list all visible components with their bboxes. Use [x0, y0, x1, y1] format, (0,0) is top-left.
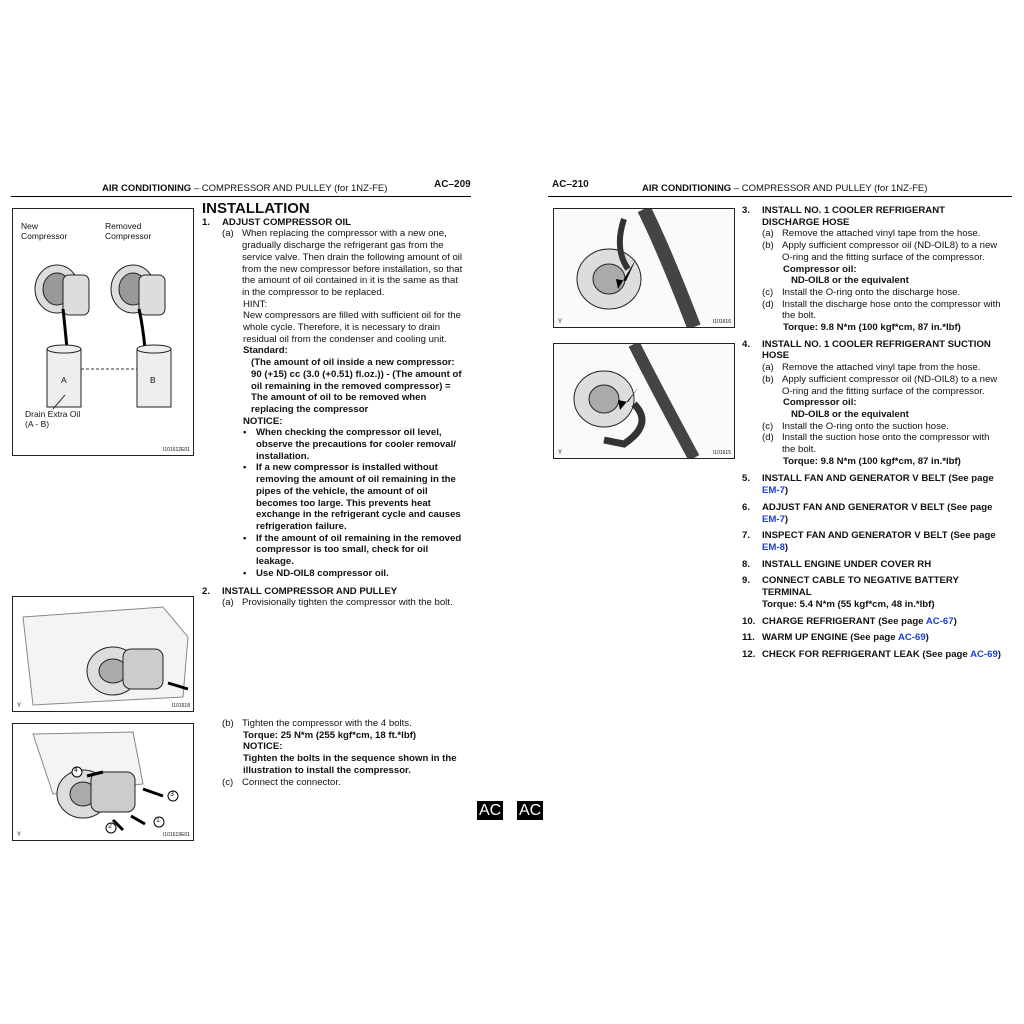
right-steps	[742, 205, 1018, 661]
left-header-rest: COMPRESSOR AND PULLEY (for 1NZ-FE)	[201, 183, 388, 194]
link-em-7[interactable]: EM-7	[762, 485, 785, 497]
step-4b: (b) Apply sufficient compressor oil (ND-OIL8) to a new O-ring and the fitting surface of the compressor.	[762, 373, 998, 397]
step-4d: (d) Install the suction hose onto the compressor with the bolt.	[762, 432, 990, 456]
step-2c: (c) Connect the connector.	[222, 776, 341, 788]
figure-provisional-bolt	[12, 596, 194, 712]
step-3c: (c) Install the O-ring onto the discharge hose.	[762, 286, 961, 298]
label-new-compressor: New Compressor	[21, 221, 68, 241]
figure-code: I101615	[712, 450, 731, 456]
compressor-drawing	[13, 597, 193, 711]
figure-bolt-sequence	[12, 723, 194, 841]
hint-block: HINT: New compressors are filled with sufficient oil for the whole cycle. Therefore, it is necessary to drain residual oil from the condenser and cooling unit. Standard:	[243, 298, 461, 357]
left-page-number: AC–209	[434, 179, 471, 190]
step-3a: (a) Remove the attached vinyl tape from the hose.	[762, 228, 981, 240]
bolt-order-1: 1	[156, 817, 160, 824]
figure-code: I101612E01	[163, 447, 190, 453]
step-11: 11. WARM UP ENGINE (See page AC-69)	[742, 632, 929, 644]
step-2-continued	[202, 718, 474, 788]
label-a: A	[61, 375, 67, 385]
compressor-oil-value: ND-OIL8 or the equivalent	[791, 408, 909, 420]
discharge-hose-drawing	[554, 209, 734, 327]
right-header-sep: –	[733, 183, 740, 194]
figure-discharge-hose	[553, 208, 735, 328]
step-1-heading: 1. ADJUST COMPRESSOR OIL	[202, 216, 351, 228]
right-page-number: AC–210	[552, 179, 589, 190]
step-3d: (d) Install the discharge hose onto the compressor with the bolt.	[762, 298, 1001, 322]
right-header-rest: COMPRESSOR AND PULLEY (for 1NZ-FE)	[741, 183, 928, 194]
torque-spec: Torque: 9.8 N*m (100 kgf*cm, 87 in.*lbf)	[783, 455, 961, 467]
step-4a: (a) Remove the attached vinyl tape from the hose.	[762, 362, 981, 374]
link-ac-67[interactable]: AC-67	[925, 615, 954, 627]
bolt-order-2: 2	[108, 823, 112, 830]
figure-code: I101619E01	[163, 832, 190, 838]
figure-code: I101618	[171, 703, 190, 709]
notice-bullet: • When checking the compressor oil level, observe the precautions for cooler removal/ installation.	[243, 427, 456, 462]
notice-bullet: • If the amount of oil remaining in the removed compressor is too small, check for oil leakage.	[243, 532, 462, 568]
step-6: 6. ADJUST FAN AND GENERATOR V BELT (See page EM-7)	[742, 501, 993, 525]
right-header-rule	[548, 196, 1012, 197]
link-ac-69[interactable]: AC-69	[897, 632, 926, 644]
torque-spec: Torque: 9.8 N*m (100 kgf*cm, 87 in.*lbf)	[783, 322, 961, 334]
right-header	[642, 183, 927, 194]
compressor-oil-label: Compressor oil:	[783, 263, 857, 275]
step-4c: (c) Install the O-ring onto the suction hose.	[762, 420, 949, 432]
notice-bullet: • Use ND-OIL8 compressor oil.	[243, 567, 389, 579]
figure-orientation: Y	[17, 832, 22, 838]
right-header-section: AIR CONDITIONING	[642, 183, 732, 194]
figure-code: I101616	[712, 319, 731, 325]
link-em-7[interactable]: EM-7	[762, 513, 785, 525]
notice-label: NOTICE:	[243, 415, 283, 427]
standard-block: (The amount of oil inside a new compressor: 90 (+15) cc (3.0 (+0.51) fl.oz.)) - (The amount of oil remaining in the removed compressor) = The amount of oil to be removed when replacing the compressor	[251, 357, 462, 415]
left-header-section: AIR CONDITIONING	[102, 183, 192, 194]
section-tag-right: AC	[519, 802, 542, 819]
figure-suction-hose	[553, 343, 735, 459]
step-7: 7. INSPECT FAN AND GENERATOR V BELT (See page EM-8)	[742, 530, 996, 553]
step-4-heading: 4. INSTALL NO. 1 COOLER REFRIGERANT SUCTION HOSE	[742, 338, 991, 362]
compressor-oil-label: Compressor oil:	[783, 397, 857, 409]
figure-orientation: Y	[558, 319, 563, 325]
link-ac-69[interactable]: AC-69	[970, 648, 998, 660]
step-8: 8. INSTALL ENGINE UNDER COVER RH	[742, 558, 932, 570]
step-12: 12. CHECK FOR REFRIGERANT LEAK (See page AC-69)	[742, 648, 1001, 660]
notice-bullet: • If a new compressor is installed without removing the amount of oil remaining in the pipes of the vehicle, the amount of oil becomes too large. This prevents heat exchange in the refrigerant cycle and causes refrigeration failure.	[243, 462, 461, 532]
step-9: 9. CONNECT CABLE TO NEGATIVE BATTERY TERMINAL Torque: 5.4 N*m (55 kgf*cm, 48 in.*lbf)	[742, 575, 959, 610]
compressor-bolts-drawing	[13, 724, 193, 840]
section-title: INSTALLATION	[202, 200, 310, 217]
step-2b: (b) Tighten the compressor with the 4 bolts.	[222, 718, 412, 729]
installation-section	[202, 200, 474, 609]
left-header-rule	[11, 196, 471, 197]
step-5: 5. INSTALL FAN AND GENERATOR V BELT (See page EM-7)	[742, 473, 994, 497]
step-3b: (b) Apply sufficient compressor oil (ND-OIL8) to a new O-ring and the fitting surface of the compressor.	[762, 240, 998, 263]
step-2b-details: Torque: 25 N*m (255 kgf*cm, 18 ft.*lbf) NOTICE: Tighten the bolts in the sequence shown in the illustration to install the compressor.	[243, 729, 457, 776]
figure-orientation: Y	[17, 703, 22, 709]
step-10: 10. CHARGE REFRIGERANT (See page AC-67)	[742, 615, 957, 627]
left-header	[102, 183, 387, 194]
figure-oil-drain	[12, 208, 194, 456]
label-removed-compressor: Removed Compressor	[105, 221, 152, 241]
step-1a: (a) When replacing the compressor with a new one, gradually discharge the refrigerant gas from the service valve. Then drain the following amount of oil from the new compressor before installation, so that the amount of oil contained in it is the same as that in the compressor to be replaced.	[222, 228, 463, 298]
section-tag-left: AC	[479, 802, 502, 819]
label-b: B	[150, 375, 156, 385]
left-header-sep: –	[193, 183, 200, 194]
step-2-heading: 2. INSTALL COMPRESSOR AND PULLEY	[202, 585, 398, 597]
link-em-8[interactable]: EM-8	[762, 541, 785, 553]
compressor-oil-value: ND-OIL8 or the equivalent	[791, 275, 909, 287]
label-drain-extra-oil: Drain Extra Oil (A - B)	[25, 409, 81, 429]
suction-hose-drawing	[554, 344, 734, 458]
bolt-order-4: 4	[74, 767, 78, 774]
step-3-heading: 3. INSTALL NO. 1 COOLER REFRIGERANT DISCHARGE HOSE	[742, 205, 945, 228]
figure-orientation: Y	[558, 450, 563, 456]
bolt-order-3: 3	[170, 791, 174, 798]
step-2a: (a) Provisionally tighten the compressor with the bolt.	[222, 597, 453, 609]
